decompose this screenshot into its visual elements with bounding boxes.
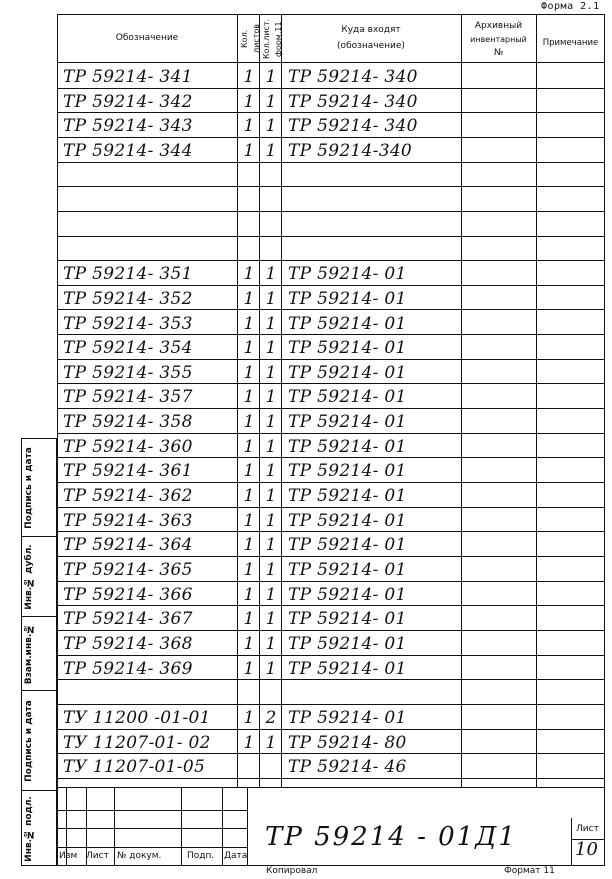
- side-dup-inv-label: Инв.№ дубл.: [24, 543, 34, 610]
- qty-format-cell: 1: [265, 535, 277, 556]
- qty-format-cell: 1: [265, 584, 277, 605]
- stamp-col-4: [181, 787, 182, 866]
- sheet-count-cell: 1: [243, 412, 255, 433]
- qty-format-cell: 1: [265, 116, 277, 137]
- side-replace-inv-label: Взам.инв.№: [24, 623, 34, 684]
- goes-into-cell: ТР 59214- 340: [288, 91, 418, 112]
- table-row: [57, 408, 605, 433]
- qty-format-cell: 1: [265, 387, 277, 408]
- qty-format-cell: 1: [265, 362, 277, 383]
- qty-format-cell: 1: [265, 288, 277, 309]
- qty-format-cell: 1: [265, 140, 277, 161]
- designation-cell: ТР 59214- 360: [63, 436, 193, 457]
- designation-cell: ТР 59214- 352: [63, 288, 193, 309]
- sheet-count-cell: 1: [243, 338, 255, 359]
- side-orig-inv: [22, 791, 56, 867]
- designation-cell: ТР 59214- 358: [63, 412, 193, 433]
- table-row: [57, 137, 605, 162]
- table-row: [57, 433, 605, 458]
- qty-format-cell: 1: [265, 560, 277, 580]
- designation-cell: ТР 59214- 366: [63, 584, 193, 605]
- goes-into-cell: ТР 59214- 340: [288, 67, 418, 87]
- header-note: Примечание: [542, 38, 599, 48]
- designation-cell: [63, 162, 235, 187]
- goes-into-cell: ТР 59214- 01: [288, 412, 407, 433]
- table-row: [57, 359, 605, 384]
- side-dup-inv: [22, 537, 56, 617]
- qty-format-cell: [260, 753, 282, 778]
- designation-cell: ТР 59214- 357: [63, 387, 193, 408]
- side-replace-inv: [22, 617, 56, 691]
- sheet-count-cell: 1: [243, 140, 255, 161]
- qty-format-cell: 1: [265, 436, 277, 457]
- goes-into-cell: ТР 59214- 01: [288, 560, 407, 580]
- table-row: [57, 729, 605, 754]
- sheet-count-cell: [238, 162, 260, 187]
- goes-into-cell: ТР 59214- 01: [288, 658, 407, 679]
- designation-cell: ТР 59214- 363: [63, 510, 193, 531]
- table-row: [57, 679, 605, 704]
- table-row: [57, 457, 605, 482]
- designation-cell: ТУ 11207-01- 02: [63, 732, 211, 753]
- goes-into-cell: ТР 59214- 01: [288, 436, 407, 457]
- header-archive-1: Архивный: [474, 21, 523, 31]
- designation-cell: ТР 59214- 369: [63, 658, 193, 679]
- designation-cell: ТР 59214- 344: [63, 140, 193, 161]
- designation-cell: ТР 59214- 354: [63, 338, 193, 359]
- table-row: [57, 186, 605, 211]
- designation-cell: ТР 59214- 364: [63, 535, 193, 556]
- designation-cell: [63, 211, 235, 236]
- designation-cell: [63, 186, 235, 211]
- goes-into-cell: ТР 59214- 01: [288, 461, 407, 482]
- table-row: [57, 162, 605, 187]
- stamp-list: Лист: [86, 851, 109, 861]
- side-sign-date-top: [22, 439, 56, 537]
- designation-cell: ТР 59214- 342: [63, 91, 193, 112]
- stamp-col-5: [222, 787, 223, 866]
- designation-cell: ТУ 11200 -01-01: [63, 707, 211, 728]
- qty-format-cell: 1: [265, 658, 277, 679]
- sheet-count-cell: [238, 186, 260, 211]
- footer-format: Формат 11: [504, 866, 555, 876]
- table-row: [57, 334, 605, 359]
- stamp-date: Дата: [224, 851, 248, 861]
- qty-format-cell: 2: [265, 707, 277, 728]
- designation-cell: [63, 236, 235, 261]
- sheet-count-cell: 1: [243, 535, 255, 556]
- table-row: [57, 753, 605, 778]
- goes-into-cell: [288, 186, 458, 211]
- side-margin-frame: [21, 438, 57, 866]
- sheet-count-cell: 1: [243, 486, 255, 507]
- sheet-count-cell: [238, 211, 260, 236]
- goes-into-cell: ТР 59214- 01: [288, 387, 407, 408]
- designation-cell: ТР 59214- 343: [63, 116, 193, 137]
- designation-cell: ТР 59214- 362: [63, 486, 193, 507]
- table-row: [57, 211, 605, 236]
- sheet-count-cell: 1: [243, 510, 255, 531]
- qty-format-cell: 1: [265, 67, 277, 87]
- sheet-count-cell: 1: [243, 633, 255, 654]
- sheet-count-cell: 1: [243, 288, 255, 309]
- sheet-count-cell: 1: [243, 387, 255, 408]
- qty-format-cell: 1: [265, 633, 277, 654]
- table-row: [57, 236, 605, 261]
- qty-format-cell: [260, 236, 282, 261]
- qty-format-cell: [260, 679, 282, 704]
- designation-cell: ТР 59214- 367: [63, 609, 193, 630]
- sheet-count-cell: 1: [243, 436, 255, 457]
- table-row: [57, 63, 605, 88]
- header-goes-into-2: (обозначение): [337, 41, 405, 51]
- side-sign-date-bottom: [22, 691, 56, 791]
- table-row: [57, 112, 605, 137]
- qty-format-cell: 1: [265, 313, 277, 334]
- goes-into-cell: ТР 59214- 01: [288, 609, 407, 630]
- table-row: [57, 507, 605, 532]
- table-row: [57, 482, 605, 507]
- qty-format-cell: 1: [265, 91, 277, 112]
- table-row: [57, 260, 605, 285]
- table-row: [57, 285, 605, 310]
- goes-into-cell: ТР 59214- 340: [288, 116, 418, 137]
- goes-into-cell: ТР 59214- 01: [288, 584, 407, 605]
- table-row: [57, 383, 605, 408]
- goes-into-cell: ТР 59214- 01: [288, 633, 407, 654]
- goes-into-cell: ТР 59214- 01: [288, 362, 407, 383]
- table-row: [57, 531, 605, 556]
- header-qty-format: Кол.лист. форм.11: [262, 18, 283, 60]
- sheet-count-cell: 1: [243, 362, 255, 383]
- qty-format-cell: [260, 162, 282, 187]
- sheet-count-cell: 1: [243, 264, 255, 285]
- side-sign-date-top-label: Подпись и дата: [24, 446, 34, 529]
- qty-format-cell: 1: [265, 338, 277, 359]
- goes-into-cell: ТР 59214- 01: [288, 288, 407, 309]
- goes-into-cell: [288, 162, 458, 187]
- sheet-count-cell: [238, 236, 260, 261]
- designation-cell: ТР 59214- 351: [63, 264, 193, 285]
- goes-into-cell: ТР 59214- 01: [288, 264, 407, 285]
- qty-format-cell: [260, 211, 282, 236]
- goes-into-cell: [288, 236, 458, 261]
- qty-format-cell: 1: [265, 609, 277, 630]
- stamp-designation: ТР 59214 - 01Д1: [265, 822, 517, 852]
- stamp-sheet-value: 10: [575, 839, 598, 860]
- goes-into-cell: [288, 211, 458, 236]
- designation-cell: ТР 59214- 368: [63, 633, 193, 654]
- header-goes-into-1: Куда входят: [341, 25, 401, 35]
- goes-into-cell: ТР 59214-340: [288, 140, 413, 161]
- sheet-count-cell: 1: [243, 732, 255, 753]
- sheet-count-cell: 1: [243, 560, 255, 580]
- goes-into-cell: ТР 59214- 01: [288, 313, 407, 334]
- designation-cell: [63, 679, 235, 704]
- sheet-count-cell: [238, 679, 260, 704]
- stamp-top-line: [57, 787, 605, 788]
- form-label: Форма 2.1: [541, 1, 600, 12]
- qty-format-cell: 1: [265, 461, 277, 482]
- stamp-col-7: [571, 818, 572, 866]
- sheet-count-cell: 1: [243, 707, 255, 728]
- header-archive-2: инвентарный: [470, 35, 527, 44]
- table-row: [57, 630, 605, 655]
- designation-cell: ТР 59214- 361: [63, 461, 193, 482]
- table-row: [57, 88, 605, 113]
- goes-into-cell: ТР 59214- 01: [288, 510, 407, 531]
- sheet-count-cell: 1: [243, 658, 255, 679]
- sheet-count-cell: 1: [243, 116, 255, 137]
- designation-cell: ТР 59214- 341: [63, 67, 193, 87]
- qty-format-cell: 1: [265, 486, 277, 507]
- sheet-count-cell: 1: [243, 461, 255, 482]
- sheet-count-cell: 1: [243, 91, 255, 112]
- header-archive-3: №: [493, 48, 504, 58]
- goes-into-cell: ТР 59214- 01: [288, 486, 407, 507]
- table-row: [57, 581, 605, 606]
- designation-cell: ТР 59214- 355: [63, 362, 193, 383]
- table-row: [57, 704, 605, 729]
- stamp-izm: Изм: [59, 851, 78, 861]
- qty-format-cell: 1: [265, 412, 277, 433]
- stamp-col-3: [114, 787, 115, 866]
- footer-copied: Копировал: [266, 866, 318, 876]
- side-sign-date-bottom-label: Подпись и дата: [24, 699, 34, 782]
- goes-into-cell: ТР 59214- 80: [288, 732, 407, 753]
- goes-into-cell: ТР 59214- 01: [288, 535, 407, 556]
- sheet-count-cell: 1: [243, 609, 255, 630]
- designation-cell: ТУ 11207-01-05: [63, 757, 206, 778]
- table-row: [57, 556, 605, 581]
- sheet-count-cell: 1: [243, 584, 255, 605]
- sheet-count-cell: 1: [243, 67, 255, 87]
- designation-cell: ТР 59214- 353: [63, 313, 193, 334]
- table-row: [57, 655, 605, 680]
- goes-into-cell: ТР 59214- 01: [288, 338, 407, 359]
- designation-cell: ТР 59214- 365: [63, 560, 193, 580]
- side-orig-inv-label: Инв.№ подл.: [24, 796, 34, 862]
- goes-into-cell: [288, 679, 458, 704]
- table-row: [57, 605, 605, 630]
- qty-format-cell: [260, 186, 282, 211]
- header-designation: Обозначение: [115, 33, 179, 43]
- sheet-count-cell: [238, 753, 260, 778]
- goes-into-cell: ТР 59214- 01: [288, 707, 407, 728]
- stamp-doc-no: № докум.: [117, 851, 162, 861]
- goes-into-cell: ТР 59214- 46: [288, 757, 407, 778]
- stamp-sheet-label: Лист: [576, 824, 599, 834]
- sheet-count-cell: 1: [243, 313, 255, 334]
- qty-format-cell: 1: [265, 732, 277, 753]
- table-row: [57, 310, 605, 335]
- qty-format-cell: 1: [265, 264, 277, 285]
- header-sheet-count: Кол. листов: [240, 24, 261, 54]
- qty-format-cell: 1: [265, 510, 277, 531]
- stamp-sign: Подп.: [187, 851, 215, 861]
